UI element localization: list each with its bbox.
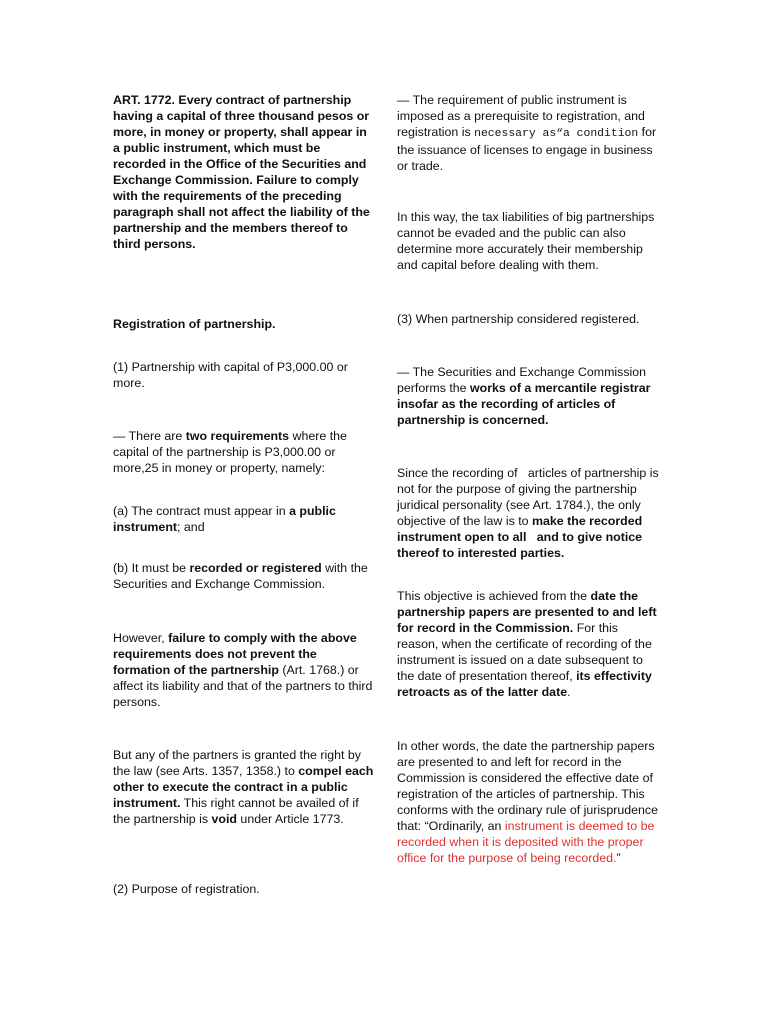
effective-date-paragraph: In other words, the date the partnership papers are presented to and left for record in the Commission is considered the effective date of registration of the articles of partnership. This conforms with the ordinary rule of jurisprudence that: “Ordinarily, an instrument is deemed to be recorded when it is deposited with the proper office for the purpose of being recorded.” bbox=[397, 739, 659, 865]
item-1-capital: (1) Partnership with capital of P3,000.00 or more. bbox=[113, 360, 348, 390]
tax-liabilities-paragraph: In this way, the tax liabilities of big partnerships cannot be evaded and the public can also determine more accurately their membership and capital before dealing with them. bbox=[397, 210, 655, 272]
recording-objective-paragraph: Since the recording of articles of partnership is not for the purpose of giving the partnership juridical personality (see Art. 1784.), the only objective of the law is to make the recorded instrument open to all and to give notice thereof to interested parties. bbox=[397, 466, 659, 560]
requirement-a-paragraph: (a) The contract must appear in a public instrument; and bbox=[113, 504, 336, 534]
item-2-purpose: (2) Purpose of registration. bbox=[113, 882, 260, 896]
requirement-public-instrument-paragraph: — The requirement of public instrument is imposed as a prerequisite to registration, and registration is necessary as“a condition for the issuance of licenses to engage in business or trade. bbox=[397, 93, 657, 173]
heading-registration-of-partnership: Registration of partnership. bbox=[113, 317, 276, 331]
however-paragraph: However, failure to comply with the above requirements does not prevent the formation of the partnership (Art. 1768.) or affect its liability and that of the partners to third persons. bbox=[113, 631, 373, 709]
sec-registrar-paragraph: — The Securities and Exchange Commission performs the works of a mercantile registrar insofar as the recording of articles of partnership is concerned. bbox=[397, 365, 651, 427]
date-presented-paragraph: This objective is achieved from the date the partnership papers are presented to and left for record in the Commission. For this reason, when the certificate of recording of the instrument is issued on a date subsequent to the date of presentation thereof, its effectivity retroacts as of the latter date. bbox=[397, 589, 657, 699]
requirement-b-paragraph: (b) It must be recorded or registered with the Securities and Exchange Commission. bbox=[113, 561, 368, 591]
highlighted-quote: instrument is deemed to be recorded when it is deposited with the proper office for the purpose of being recorded. bbox=[397, 819, 655, 865]
art-1772-paragraph: ART. 1772. Every contract of partnership having a capital of three thousand pesos or more, in money or property, shall appear in a public instrument, which must be recorded in the Office of the Securities and Exchange Commission. Failure to comply with the requirements of the preceding paragraph shall not affect the liability of the partnership and the members thereof to third persons. bbox=[113, 93, 370, 251]
two-requirements-paragraph: — There are two requirements where the capital of the partnership is P3,000.00 or more,25 in money or property, namely: bbox=[113, 429, 347, 475]
compel-paragraph: But any of the partners is granted the right by the law (see Arts. 1357, 1358.) to compel each other to execute the contract in a public instrument. This right cannot be availed of if the partnership is void under Article 1773. bbox=[113, 748, 374, 826]
item-3-when-registered: (3) When partnership considered registered. bbox=[397, 312, 640, 326]
